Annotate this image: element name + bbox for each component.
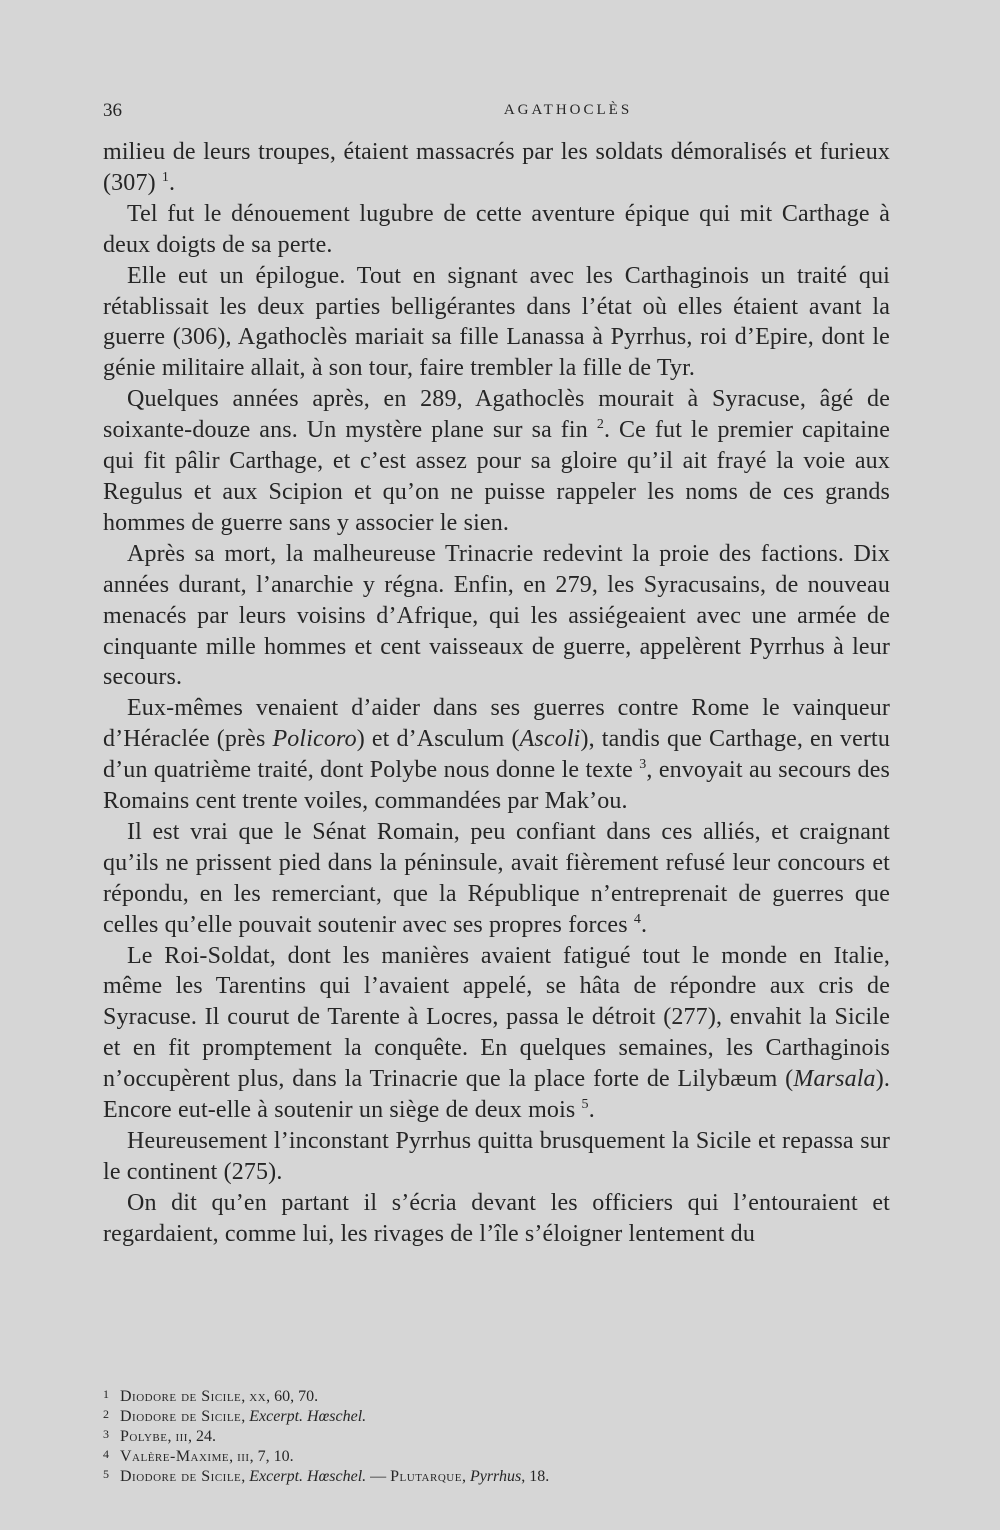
footnote-number: 4: [103, 1447, 109, 1461]
text-run: Après sa mort, la malheureuse Trinacrie redevint la proie des factions. Dix années durant, l’anarchie y régna. Enfin, en 279, les Syracusains, de nouveau menacés par leurs voisins d’Afrique, qui les assiégeaient avec une armée de cinquante mille hommes et cent vaisseaux de guerre, appelèrent Pyrrhus à leur secours.: [103, 540, 890, 691]
body-text: [103, 137, 890, 1250]
footnote-reference: 2: [596, 417, 604, 433]
text-run: Eux-mêmes venaient d’aider dans ses guerres contre Rome le vainqueur d’Héraclée (près: [103, 695, 890, 753]
text-run: ) et d’Asculum (: [356, 726, 520, 753]
text-run: ,: [461, 1468, 470, 1485]
paragraph: [103, 1126, 890, 1188]
small-caps-text: Plutarque: [390, 1468, 462, 1485]
footnote-reference: 3: [639, 757, 647, 773]
italic-text: Excerpt. Hœschel.: [249, 1408, 367, 1425]
text-run: , 24.: [187, 1428, 216, 1445]
text-run: Le Roi-Soldat, dont les manières avaient fatigué tout le monde en Italie, même les Tarentins qui l’avaient appelé, se hâta de répondre aux cris de Syracuse. Il courut de Tarente à Locres, passa le détroit (277), envahit la Sicile et en fit promptement la conquête. En quelques semaines, les Carthaginois n’occupèrent plus, dans la Trinacrie que la place forte de Lilybæum (: [103, 942, 890, 1093]
footnote-number: 5: [103, 1467, 109, 1481]
footnote-number: 3: [103, 1427, 109, 1441]
footnote-text: [120, 1407, 366, 1427]
small-caps-text: Polybe: [120, 1428, 168, 1445]
italic-text: Pyrrhus: [469, 1468, 522, 1485]
small-caps-text: Diodore de Sicile: [120, 1468, 242, 1485]
footnote: [103, 1427, 863, 1447]
text-run: Tel fut le dénouement lugubre de cette aventure épique qui mit Carthage à deux doigts de sa perte.: [103, 200, 890, 258]
text-run: ). Encore eut-elle à soutenir un siège de deux mois: [103, 1066, 890, 1124]
small-caps-text: Diodore de Sicile: [120, 1388, 242, 1405]
text-run: Elle eut un épilogue. Tout en signant avec les Carthaginois un traité qui rétablissait les deux parties belligérantes dans l’état où elles étaient avant la guerre (306), Agathoclès mariait sa fille Lanassa à Pyrrhus, roi d’Epire, dont le génie militaire allait, à son tour, faire trembler la fille de Tyr.: [103, 262, 890, 382]
text-run: —: [366, 1468, 391, 1485]
text-run: . Ce fut le premier capitaine qui fit pâlir Carthage, et c’est assez pour sa gloire qu’il ait frayé la voie aux Regulus et aux Scipion et qu’on ne puisse rappeler les noms de ces grands hommes de guerre sans y associer le sien.: [103, 417, 890, 536]
small-caps-text: Valère-Maxime: [120, 1448, 230, 1465]
footnote-reference: 5: [581, 1097, 589, 1113]
footnote-number: 1: [103, 1387, 109, 1401]
text-run: ,: [241, 1468, 250, 1485]
text-run: .: [588, 1097, 595, 1124]
footnote-number: 2: [103, 1407, 109, 1421]
italic-text: Policoro: [272, 726, 357, 753]
footnote-text: [120, 1447, 294, 1467]
footnote: [103, 1387, 863, 1407]
footnote-reference: 4: [633, 911, 642, 927]
paragraph: [103, 261, 890, 385]
text-run: ), tandis que Carthage, en vertu d’un quatrième traité, dont Polybe nous donne le texte: [103, 726, 890, 784]
text-run: ,: [241, 1388, 250, 1405]
text-run: Quelques années après, en 289, Agathoclès mourait à Syracuse, âgé de soixante-douze ans. Un mystère plane sur sa fin: [103, 386, 890, 444]
text-run: ,: [241, 1408, 250, 1425]
footnote: [103, 1467, 863, 1487]
text-run: Heureusement l’inconstant Pyrrhus quitta brusquement la Sicile et repassa sur le continent (275).: [103, 1128, 890, 1185]
italic-text: Marsala: [793, 1066, 876, 1093]
small-caps-text: xx: [249, 1388, 267, 1405]
running-title: AGATHOCLÈS: [503, 102, 633, 118]
text-run: ,: [167, 1428, 176, 1445]
text-run: .: [641, 911, 648, 938]
text-run: , 18.: [521, 1468, 550, 1485]
paragraph: [103, 1188, 890, 1250]
page-header: [103, 100, 873, 120]
footnote: [103, 1407, 863, 1427]
footnotes: [103, 1387, 863, 1487]
text-run: milieu de leurs troupes, étaient massacrés par les soldats démoralisés et furieux (307): [103, 139, 890, 196]
page-number: 36: [103, 100, 122, 121]
text-run: Il est vrai que le Sénat Romain, peu confiant dans ces alliés, et craignant qu’ils ne prissent pied dans la péninsule, avait fièrement refusé leur concours et répondu, en les remerciant, que la République n’entreprenait de guerres que celles qu’elle pouvait soutenir avec ses propres forces: [103, 818, 890, 938]
footnote-text: [120, 1427, 216, 1447]
footnote: [103, 1447, 863, 1467]
footnote-text: [120, 1387, 318, 1407]
paragraph: [103, 384, 890, 539]
text-run: .: [169, 169, 176, 196]
footnote-text: [120, 1467, 549, 1487]
italic-text: Excerpt. Hœschel.: [249, 1468, 367, 1485]
small-caps-text: Diodore de Sicile: [120, 1408, 242, 1425]
small-caps-text: iii: [237, 1448, 250, 1465]
italic-text: Ascoli: [519, 726, 581, 753]
text-run: , envoyait au secours des Romains cent trente voiles, commandées par Mak’ou.: [103, 757, 890, 815]
paragraph: [103, 817, 890, 941]
paragraph: [103, 941, 890, 1126]
text-run: ,: [229, 1448, 238, 1465]
small-caps-text: iii: [175, 1428, 188, 1445]
paragraph: [103, 693, 890, 817]
text-run: On dit qu’en partant il s’écria devant les officiers qui l’entouraient et regardaient, comme lui, les rivages de l’île s’éloigner lentement du: [103, 1189, 890, 1247]
paragraph: [103, 539, 890, 694]
text-run: , 60, 70.: [266, 1388, 319, 1405]
text-run: , 7, 10.: [249, 1448, 294, 1465]
paragraph: [103, 199, 890, 261]
footnote-reference: 1: [161, 169, 170, 185]
paragraph: [103, 137, 890, 199]
